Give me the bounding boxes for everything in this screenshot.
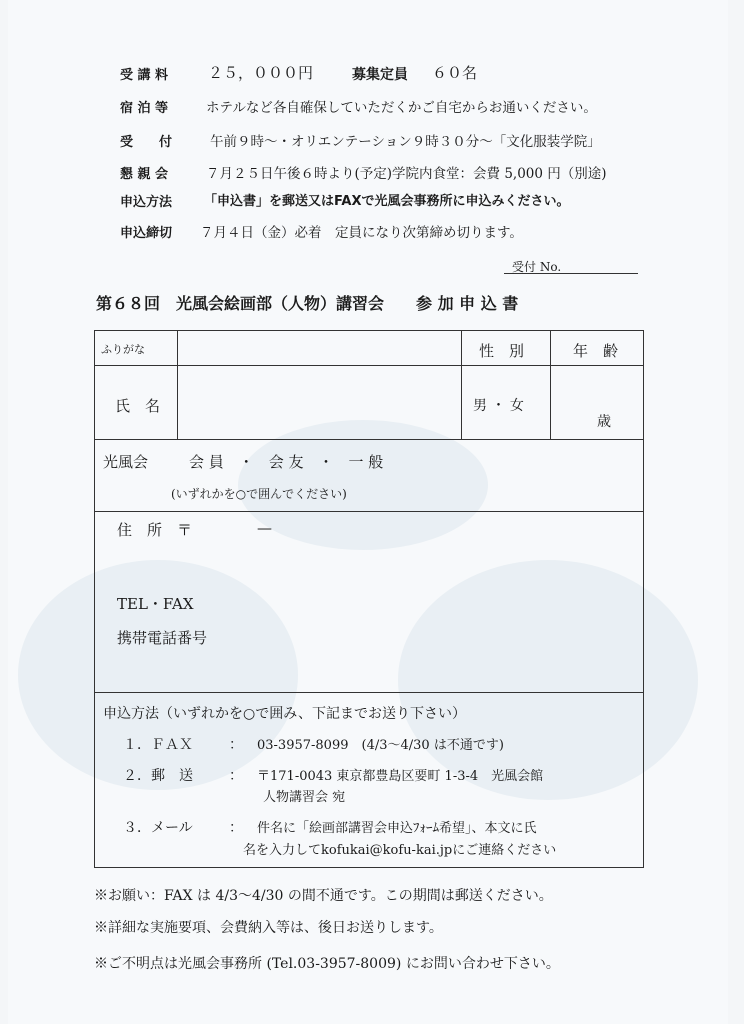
- reception-label: 受 付: [120, 135, 173, 150]
- column-divider: [550, 331, 551, 439]
- gender-label: 性 別: [479, 342, 525, 360]
- method-fax-label[interactable]: １．ＦＡＸ: [123, 737, 193, 753]
- mobile-field[interactable]: [215, 625, 625, 647]
- social-label: 懇 親 会: [120, 167, 169, 182]
- note-fax-closure: ※お願い：FAX は 4/3〜4/30 の間不通です。この期間は郵送ください。: [94, 888, 553, 904]
- age-label: 年 齢: [573, 342, 619, 360]
- membership-options[interactable]: 会 員 ・ 会 友 ・ 一 般: [189, 453, 384, 471]
- column-divider: [177, 331, 178, 439]
- social-value: ７月２５日午後６時より(予定)学院内食堂：会費 5,000 円（別途): [206, 166, 607, 182]
- row-divider: [95, 692, 643, 693]
- receipt-no-line: [504, 273, 638, 274]
- note-contact: ※ご不明点は光風会事務所 (Tel.03-3957-8009) にお問い合わせ下さい。: [94, 956, 560, 972]
- apply-method-label: 申込方法: [120, 195, 173, 210]
- note-details-later: ※詳細な実施要項、会費納入等は、後日お送りします。: [94, 920, 443, 936]
- method-mail-detail: 〒171-0043 東京都豊島区要町 1-3-4 光風会館: [257, 769, 544, 784]
- form-title: 第６８回 光風会絵画部（人物）講習会 参 加 申 込 書: [96, 294, 519, 313]
- method-mail-detail-2: 人物講習会 宛: [263, 790, 346, 805]
- receipt-no-label: 受付 No.: [512, 260, 562, 274]
- method-colon: ：: [229, 768, 243, 784]
- method-fax-detail: 03-3957-8099 (4/3〜4/30 は不通です): [257, 738, 504, 753]
- method-colon: ：: [229, 737, 243, 753]
- age-unit: 歳: [597, 414, 611, 430]
- fee-label: 受 講 料: [120, 68, 169, 83]
- row-divider: [95, 439, 643, 440]
- method-email-label[interactable]: ３．メール: [123, 820, 193, 836]
- lodging-label: 宿 泊 等: [120, 101, 169, 116]
- method-heading: 申込方法（いずれかを○で囲み、下記までお送り下さい）: [103, 706, 467, 722]
- apply-method-value: 「申込書」を郵送又はFAXで光風会事務所に申込みください。: [204, 194, 570, 209]
- column-divider: [461, 331, 462, 439]
- furigana-field[interactable]: [179, 333, 459, 363]
- name-field[interactable]: [179, 367, 459, 437]
- method-email-detail-2: 名を入力してkofukai@kofu-kai.jpにご連絡ください: [243, 843, 557, 858]
- method-mail-label[interactable]: ２．郵 送: [123, 768, 193, 784]
- method-email-detail: 件名に「絵画部講習会申込ﾌｫｰﾑ希望」、本文に氏: [257, 821, 537, 836]
- tel-fax-label: TEL・FAX: [117, 595, 194, 613]
- method-colon: ：: [229, 820, 243, 836]
- furigana-label: ふりがな: [101, 343, 145, 356]
- address-postal-dash: —: [257, 519, 272, 537]
- name-label: 氏 名: [115, 397, 161, 415]
- gender-options[interactable]: 男 ・ 女: [473, 398, 524, 414]
- membership-label: 光風会: [103, 453, 149, 471]
- mobile-label: 携帯電話番号: [117, 629, 208, 647]
- reception-value: 午前９時〜・オリエンテーション９時３０分〜「文化服装学院」: [210, 134, 601, 150]
- capacity-label: 募集定員: [352, 67, 408, 83]
- lodging-value: ホテルなど各自確保していただくかご自宅からお通いください。: [206, 100, 597, 116]
- deadline-label: 申込締切: [120, 226, 173, 241]
- address-field[interactable]: [205, 545, 625, 585]
- membership-note: (いずれかを○で囲んでください): [171, 487, 347, 501]
- deadline-value: ７月４日（金）必着 定員になり次第締め切ります。: [200, 225, 523, 241]
- application-form-table: [94, 330, 644, 868]
- row-divider: [95, 511, 643, 512]
- document-page: [8, 0, 728, 1024]
- fee-value: ２５，０００円: [208, 64, 314, 82]
- address-label: 住 所 〒: [117, 521, 193, 539]
- tel-fax-field[interactable]: [215, 591, 625, 613]
- capacity-value: ６０名: [432, 64, 478, 82]
